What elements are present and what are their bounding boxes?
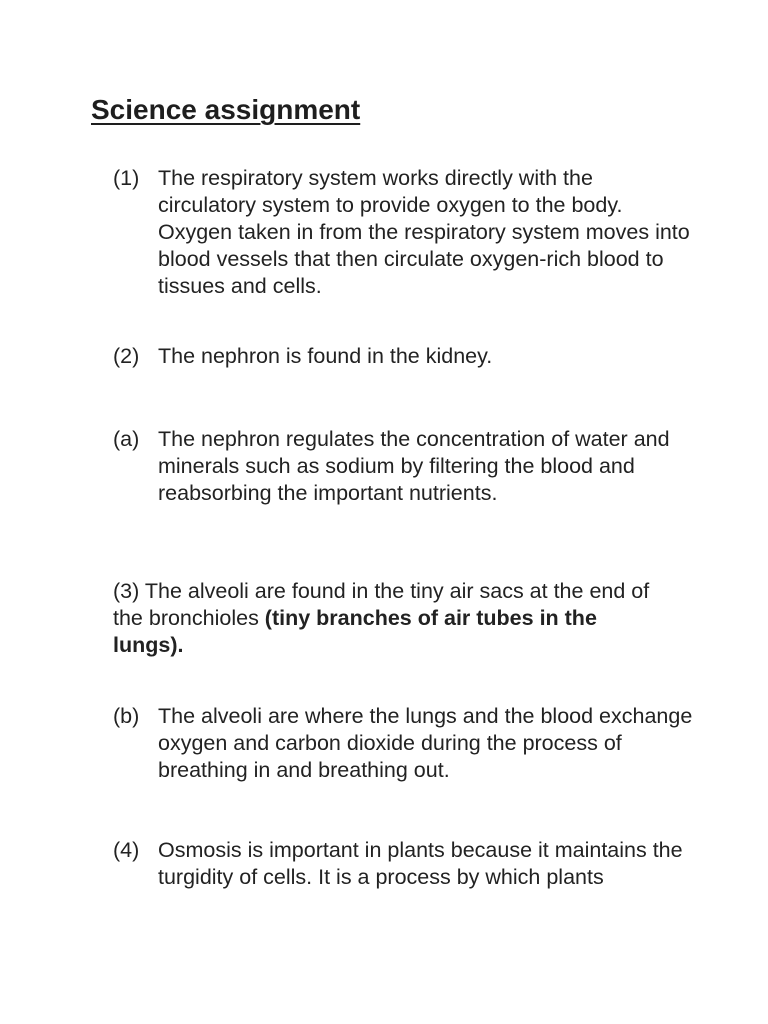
list-marker: (1) — [113, 166, 140, 190]
document-title: Science assignment — [91, 94, 361, 125]
list-marker: (a) — [113, 427, 140, 451]
list-marker: (2) — [113, 344, 140, 368]
list-item-text: Osmosis is important in plants because it maintains the turgidity of cells. It is a process by which plants — [158, 838, 683, 889]
paragraph-3-bold-text: (tiny branches of air tubes in the lungs). — [113, 606, 597, 657]
list-item-4 — [113, 837, 693, 891]
list-item-text: The alveoli are where the lungs and the blood exchange oxygen and carbon dioxide during the process of breathing in and breathing out. — [158, 704, 693, 782]
list-marker: (4) — [113, 838, 140, 862]
paragraph-3-text: (3) The alveoli are found in the tiny air sacs at the end of the bronchioles — [113, 579, 650, 630]
list-item-text: The nephron is found in the kidney. — [158, 344, 493, 368]
list-item-text: The nephron regulates the concentration of water and minerals such as sodium by filtering the blood and reabsorbing the important nutrients. — [158, 427, 670, 505]
list-marker: (b) — [113, 704, 140, 728]
list-item-text: The respiratory system works directly with the circulatory system to provide oxygen to the body. Oxygen taken in from the respiratory system moves into blood vessels that then circulate oxygen-rich blood to tissues and cells. — [158, 166, 690, 298]
list-item-b — [113, 703, 693, 784]
list-item-a — [113, 426, 693, 507]
list-item-2 — [113, 343, 693, 370]
paragraph-3 — [113, 578, 653, 659]
list-item-1 — [113, 165, 693, 300]
